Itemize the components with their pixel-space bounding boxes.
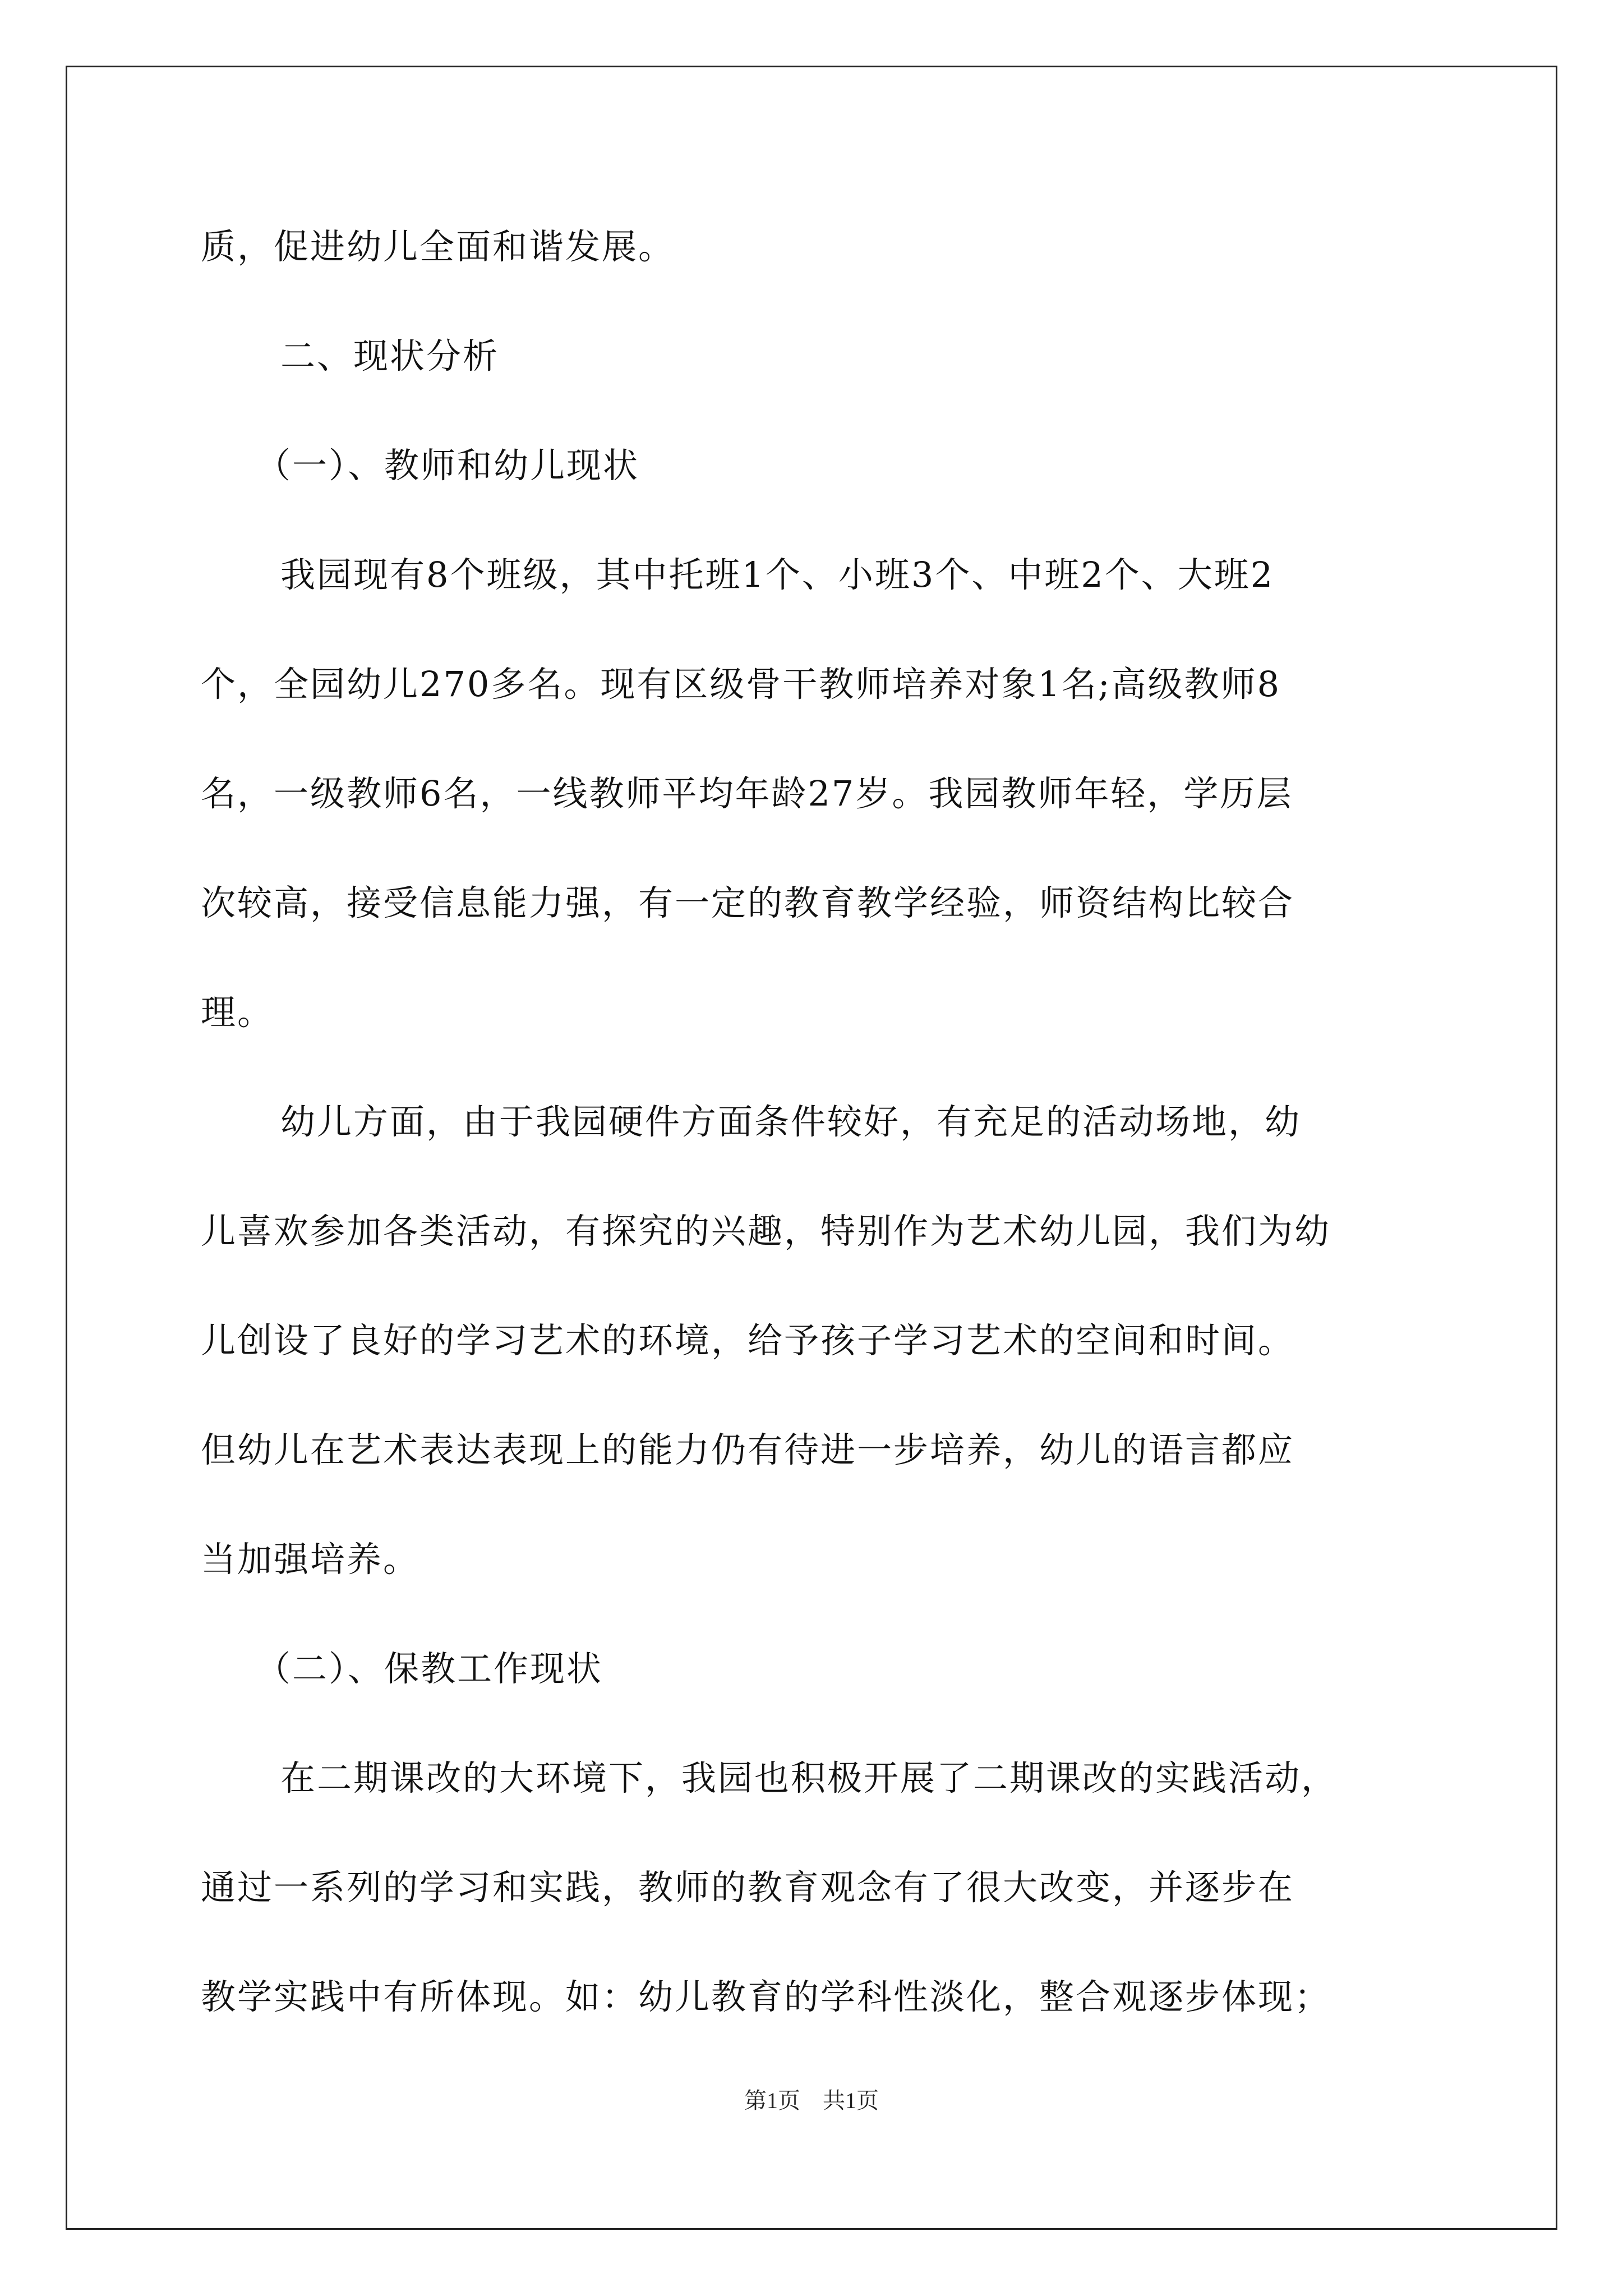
section-heading: 二、现状分析 [280,335,500,376]
paragraph-line: 质，促进幼儿全面和谐发展。 [201,226,675,267]
paragraph-line: 幼儿方面，由于我园硬件方面条件较好，有充足的活动场地，幼 [280,1101,1302,1142]
paragraph-line: 理。 [201,992,274,1033]
paragraph-line: 当加强培养。 [201,1539,420,1580]
paragraph-line: 我园现有8个班级，其中托班1个、小班3个、中班2个、大班2 [280,554,1275,595]
page-number-total: 共1页 [823,2088,879,2113]
paragraph-line: 个，全园幼儿270多名。现有区级骨干教师培养对象1名;高级教师8 [201,664,1281,705]
paragraph-line: 在二期课改的大环境下，我园也积极开展了二期课改的实践活动， [280,1757,1338,1798]
paragraph-line: 通过一系列的学习和实践，教师的教育观念有了很大改变，并逐步在 [201,1867,1295,1908]
paragraph-line: 儿喜欢参加各类活动，有探究的兴趣，特别作为艺术幼儿园，我们为幼 [201,1211,1331,1251]
page-footer [0,2087,1623,2115]
paragraph-line: 但幼儿在艺术表达表现上的能力仍有待进一步培养，幼儿的语言都应 [201,1429,1295,1470]
paragraph-line: 教学实践中有所体现。如：幼儿教育的学科性淡化，整合观逐步体现； [201,1976,1331,2017]
paragraph-line: 儿创设了良好的学习艺术的环境，给予孩子学习艺术的空间和时间。 [201,1320,1295,1361]
page-number-current: 第1页 [744,2088,800,2113]
subsection-heading: （一）、教师和幼儿现状 [256,445,640,486]
subsection-heading: （二）、保教工作现状 [256,1648,603,1689]
paragraph-line: 次较高，接受信息能力强，有一定的教育教学经验，师资结构比较合 [201,882,1295,923]
paragraph-line: 名，一级教师6名，一线教师平均年龄27岁。我园教师年轻，学历层 [201,773,1293,814]
